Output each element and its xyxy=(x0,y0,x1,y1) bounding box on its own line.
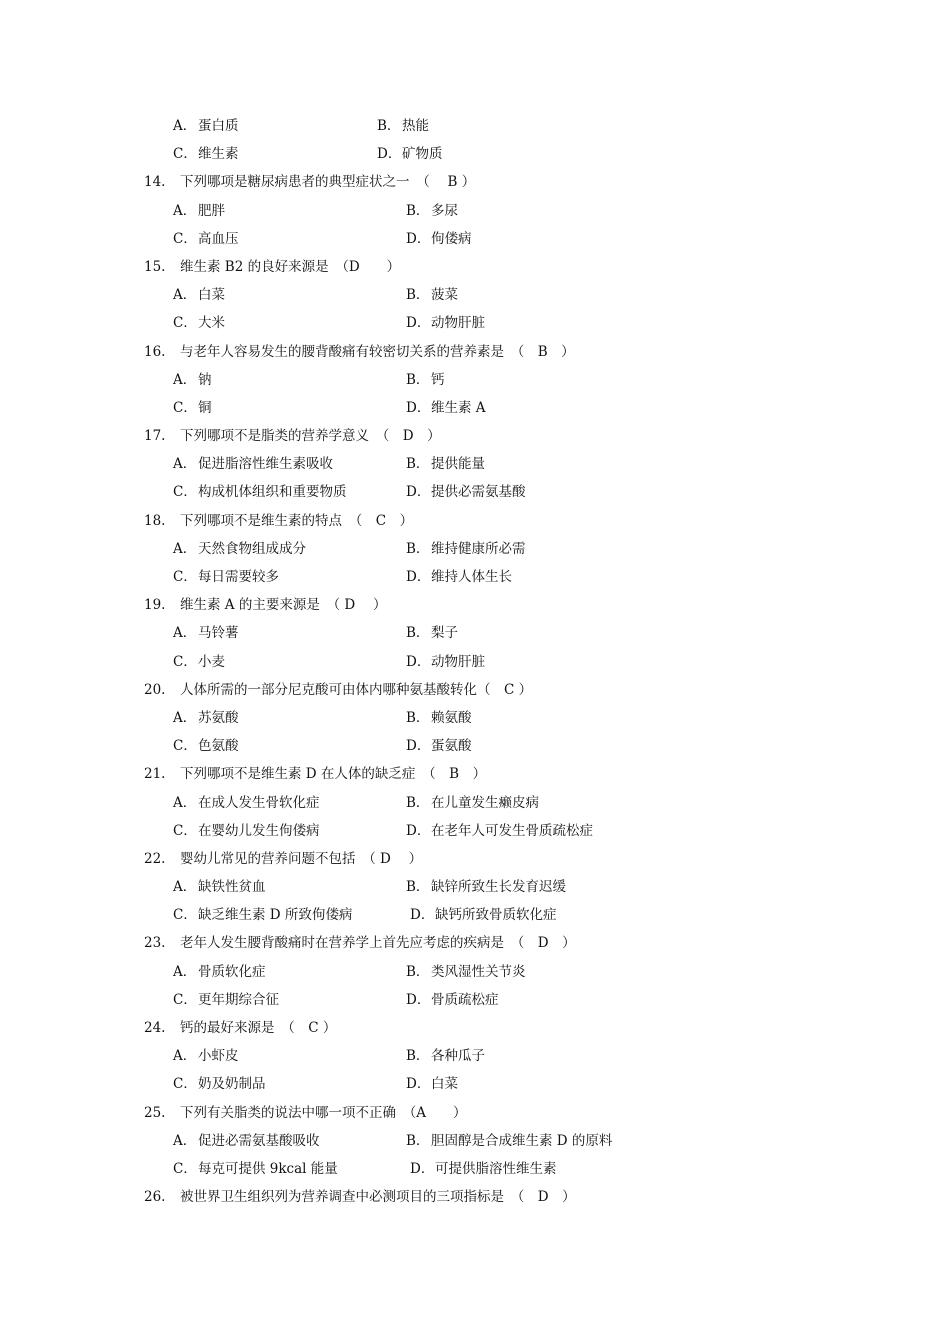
question-number: 21. xyxy=(144,766,166,783)
question-text: 老年人发生腰背酸痛时在营养学上首先应考虑的疾病是 （ D ） xyxy=(180,935,576,952)
option-row xyxy=(0,986,950,1014)
option-c xyxy=(173,1070,266,1098)
question-number: 17. xyxy=(144,428,166,445)
option-row xyxy=(0,1042,950,1070)
option-c xyxy=(173,986,279,1014)
option-text: 维持人体生长 xyxy=(431,569,512,585)
option-label: B． xyxy=(406,202,430,219)
option-a xyxy=(173,789,320,817)
option-text: 动物肝脏 xyxy=(431,653,485,670)
option-c xyxy=(173,901,352,929)
option-row xyxy=(0,535,950,563)
option-text: 菠菜 xyxy=(431,287,458,304)
option-text: 维生素 xyxy=(198,146,239,163)
option-label: B． xyxy=(406,879,430,896)
option-row xyxy=(0,873,950,901)
option-label: B． xyxy=(406,963,430,980)
option-c xyxy=(173,817,320,845)
option-c xyxy=(173,225,239,253)
option-b xyxy=(406,450,485,478)
option-a xyxy=(173,366,212,394)
option-b xyxy=(406,535,526,563)
question-number: 18. xyxy=(144,512,166,529)
option-text: 类风湿性关节炎 xyxy=(431,963,526,980)
option-label: A． xyxy=(173,456,197,473)
option-text: 在老年人可发生骨质疏松症 xyxy=(431,822,593,839)
option-text: 奶及奶制品 xyxy=(198,1076,266,1093)
option-b xyxy=(406,873,566,901)
document-page xyxy=(0,112,950,1211)
question-list xyxy=(0,168,950,1211)
option-text: 钙 xyxy=(431,371,445,388)
option-label: C． xyxy=(173,569,197,585)
option-label: A． xyxy=(173,963,197,980)
option-label: C． xyxy=(173,146,197,163)
option-row xyxy=(0,619,950,647)
option-text: 矿物质 xyxy=(402,146,443,163)
question-text: 下列哪项是糖尿病患者的典型症状之一 （ B ） xyxy=(180,174,476,191)
option-row xyxy=(0,450,950,478)
question-number: 25. xyxy=(144,1104,166,1121)
option-label: C． xyxy=(173,907,197,924)
option-text: 梨子 xyxy=(431,625,458,642)
option-text: 马铃薯 xyxy=(198,625,239,642)
option-label: C． xyxy=(173,484,197,501)
option-text: 缺锌所致生长发育迟缓 xyxy=(431,879,566,896)
option-b xyxy=(406,1127,612,1155)
option-text: 铜 xyxy=(198,399,212,416)
option-a xyxy=(173,197,225,225)
option-c xyxy=(173,394,212,422)
question-row xyxy=(0,338,950,366)
option-text: 维生素 A xyxy=(431,399,486,416)
question-number: 23. xyxy=(144,935,166,952)
option-text: 各种瓜子 xyxy=(431,1048,485,1065)
option-label: B． xyxy=(406,709,430,726)
option-label: C． xyxy=(173,822,197,839)
option-text: 促进必需氨基酸吸收 xyxy=(198,1132,320,1149)
option-d xyxy=(406,309,485,337)
option-d xyxy=(410,1155,557,1183)
question-text: 钙的最好来源是 （ C ） xyxy=(180,1020,337,1036)
question-row xyxy=(0,760,950,788)
question-row xyxy=(0,168,950,196)
option-text: 多尿 xyxy=(431,202,458,219)
option-d xyxy=(406,563,512,591)
option-text: 色氨酸 xyxy=(198,738,239,755)
option-text: 维持健康所必需 xyxy=(431,540,526,557)
option-label: D． xyxy=(406,822,431,839)
option-label: B． xyxy=(406,456,430,473)
question-number: 19. xyxy=(144,597,166,614)
option-b xyxy=(406,366,445,394)
option-text: 天然食物组成成分 xyxy=(198,540,306,557)
option-row xyxy=(0,958,950,986)
question-number: 22. xyxy=(144,850,166,867)
option-d xyxy=(377,140,443,168)
option-row xyxy=(0,789,950,817)
question-number: 16. xyxy=(144,343,166,360)
option-label: B． xyxy=(406,540,430,557)
option-label: C． xyxy=(173,1160,197,1177)
option-text: 蛋白质 xyxy=(198,118,239,134)
option-label: A． xyxy=(173,709,197,726)
question-row xyxy=(0,676,950,704)
option-label: C． xyxy=(173,991,197,1008)
option-label: D． xyxy=(377,146,402,163)
option-label: C． xyxy=(173,230,197,247)
option-label: D． xyxy=(406,569,431,585)
option-text: 动物肝脏 xyxy=(431,315,485,332)
option-label: A． xyxy=(173,287,197,304)
option-text: 热能 xyxy=(402,118,429,134)
option-a xyxy=(173,450,333,478)
question-row xyxy=(0,929,950,957)
option-c xyxy=(173,309,225,337)
option-label: A． xyxy=(173,1048,197,1065)
option-label: D． xyxy=(406,991,431,1008)
option-a xyxy=(173,619,239,647)
option-text: 更年期综合征 xyxy=(198,991,279,1008)
option-label: A． xyxy=(173,794,197,811)
option-label: D． xyxy=(406,738,431,755)
option-row xyxy=(0,366,950,394)
option-label: B． xyxy=(406,1048,430,1065)
option-b xyxy=(377,112,429,140)
question-number: 14. xyxy=(144,174,166,191)
option-c xyxy=(173,648,225,676)
option-b xyxy=(406,197,458,225)
option-text: 缺乏维生素 D 所致佝偻病 xyxy=(198,907,353,924)
option-label: D． xyxy=(410,907,435,924)
option-a xyxy=(173,1042,239,1070)
option-label: A． xyxy=(173,540,197,557)
question-row xyxy=(0,1183,950,1211)
option-label: A． xyxy=(173,879,197,896)
question-text: 下列哪项不是维生素 D 在人体的缺乏症 （ B ） xyxy=(180,766,487,783)
option-text: 钠 xyxy=(198,371,212,388)
option-row xyxy=(0,112,950,140)
option-a xyxy=(173,958,266,986)
option-text: 蛋氨酸 xyxy=(431,738,472,755)
option-d xyxy=(406,732,472,760)
option-row xyxy=(0,901,950,929)
option-c xyxy=(173,478,347,506)
question-text: 维生素 A 的主要来源是 （ D ） xyxy=(180,597,387,614)
option-b xyxy=(406,619,458,647)
option-text: 骨质软化症 xyxy=(198,963,266,980)
option-label: C． xyxy=(173,315,197,332)
question-text: 下列哪项不是脂类的营养学意义 （ D ） xyxy=(180,428,441,445)
option-row xyxy=(0,563,950,591)
option-row xyxy=(0,281,950,309)
option-a xyxy=(173,281,225,309)
option-text: 赖氨酸 xyxy=(431,709,472,726)
option-label: D． xyxy=(406,653,431,670)
option-row xyxy=(0,648,950,676)
option-text: 在成人发生骨软化症 xyxy=(198,794,320,811)
option-text: 骨质疏松症 xyxy=(431,991,499,1008)
option-a xyxy=(173,112,239,140)
option-text: 缺钙所致骨质软化症 xyxy=(435,907,557,924)
option-d xyxy=(406,478,526,506)
option-label: D． xyxy=(406,484,431,501)
option-row xyxy=(0,732,950,760)
question-number: 15. xyxy=(144,258,166,275)
option-c xyxy=(173,732,239,760)
option-text: 白菜 xyxy=(431,1076,458,1093)
option-label: B． xyxy=(406,794,430,811)
option-d xyxy=(406,817,593,845)
option-label: C． xyxy=(173,1076,197,1093)
question-row xyxy=(0,591,950,619)
option-d xyxy=(406,1070,458,1098)
question-text: 与老年人容易发生的腰背酸痛有较密切关系的营养素是 （ B ） xyxy=(180,343,575,360)
option-label: A． xyxy=(173,1132,197,1149)
option-row xyxy=(0,1070,950,1098)
question-text: 维生素 B2 的良好来源是 （D ） xyxy=(180,258,401,275)
option-row xyxy=(0,394,950,422)
option-label: A． xyxy=(173,118,197,134)
option-b xyxy=(406,958,526,986)
option-label: D． xyxy=(406,315,431,332)
option-label: D． xyxy=(410,1160,435,1177)
option-c xyxy=(173,140,239,168)
option-d xyxy=(410,901,557,929)
option-label: A． xyxy=(173,202,197,219)
option-label: A． xyxy=(173,371,197,388)
option-text: 每克可提供 9kcal 能量 xyxy=(198,1160,338,1177)
option-row xyxy=(0,1127,950,1155)
option-label: B． xyxy=(406,287,430,304)
option-row xyxy=(0,309,950,337)
option-c xyxy=(173,563,279,591)
option-label: A． xyxy=(173,625,197,642)
option-text: 在婴幼儿发生佝偻病 xyxy=(198,822,320,839)
option-d xyxy=(406,986,499,1014)
question-text: 婴幼儿常见的营养问题不包括 （ D ） xyxy=(180,850,423,867)
question-row xyxy=(0,1099,950,1127)
option-label: C． xyxy=(173,653,197,670)
option-text: 胆固醇是合成维生素 D 的原料 xyxy=(431,1132,613,1149)
option-row xyxy=(0,140,950,168)
option-row xyxy=(0,197,950,225)
option-text: 提供必需氨基酸 xyxy=(431,484,526,501)
option-c xyxy=(173,1155,338,1183)
option-label: B． xyxy=(377,118,401,134)
option-text: 佝偻病 xyxy=(431,230,472,247)
question-row xyxy=(0,253,950,281)
question-number: 26. xyxy=(144,1189,166,1206)
option-label: C． xyxy=(173,399,197,416)
option-text: 肥胖 xyxy=(198,202,225,219)
option-text: 大米 xyxy=(198,315,225,332)
option-a xyxy=(173,873,266,901)
option-text: 小虾皮 xyxy=(198,1048,239,1065)
option-b xyxy=(406,1042,485,1070)
question-row xyxy=(0,845,950,873)
option-label: B． xyxy=(406,1132,430,1149)
option-a xyxy=(173,535,306,563)
option-d xyxy=(406,394,486,422)
option-label: D． xyxy=(406,230,431,247)
option-row xyxy=(0,704,950,732)
option-text: 可提供脂溶性维生素 xyxy=(435,1160,557,1177)
option-text: 促进脂溶性维生素吸收 xyxy=(198,456,333,473)
option-text: 在儿童发生癞皮病 xyxy=(431,794,539,811)
option-text: 小麦 xyxy=(198,653,225,670)
option-row xyxy=(0,225,950,253)
question-number: 24. xyxy=(144,1020,166,1036)
option-a xyxy=(173,1127,320,1155)
option-text: 白菜 xyxy=(198,287,225,304)
option-label: C． xyxy=(173,738,197,755)
question-row xyxy=(0,507,950,535)
option-text: 苏氨酸 xyxy=(198,709,239,726)
question-text: 下列有关脂类的说法中哪一项不正确 （A ） xyxy=(180,1104,467,1121)
option-b xyxy=(406,281,458,309)
option-label: D． xyxy=(406,1076,431,1093)
option-row xyxy=(0,478,950,506)
option-label: D． xyxy=(406,399,431,416)
option-row xyxy=(0,1155,950,1183)
option-label: B． xyxy=(406,371,430,388)
option-d xyxy=(406,225,472,253)
question-text: 被世界卫生组织列为营养调查中必测项目的三项指标是 （ D ） xyxy=(180,1189,576,1206)
option-text: 高血压 xyxy=(198,230,239,247)
question-text: 下列哪项不是维生素的特点 （ C ） xyxy=(180,512,414,529)
question-text: 人体所需的一部分尼克酸可由体内哪种氨基酸转化（ C ） xyxy=(180,681,533,698)
option-b xyxy=(406,789,539,817)
option-d xyxy=(406,648,485,676)
question-number: 20. xyxy=(144,681,166,698)
option-text: 每日需要较多 xyxy=(198,569,279,585)
question-row xyxy=(0,422,950,450)
option-text: 缺铁性贫血 xyxy=(198,879,266,896)
option-label: B． xyxy=(406,625,430,642)
option-row xyxy=(0,817,950,845)
question-row xyxy=(0,1014,950,1042)
option-text: 提供能量 xyxy=(431,456,485,473)
option-text: 构成机体组织和重要物质 xyxy=(198,484,347,501)
option-b xyxy=(406,704,472,732)
option-a xyxy=(173,704,239,732)
